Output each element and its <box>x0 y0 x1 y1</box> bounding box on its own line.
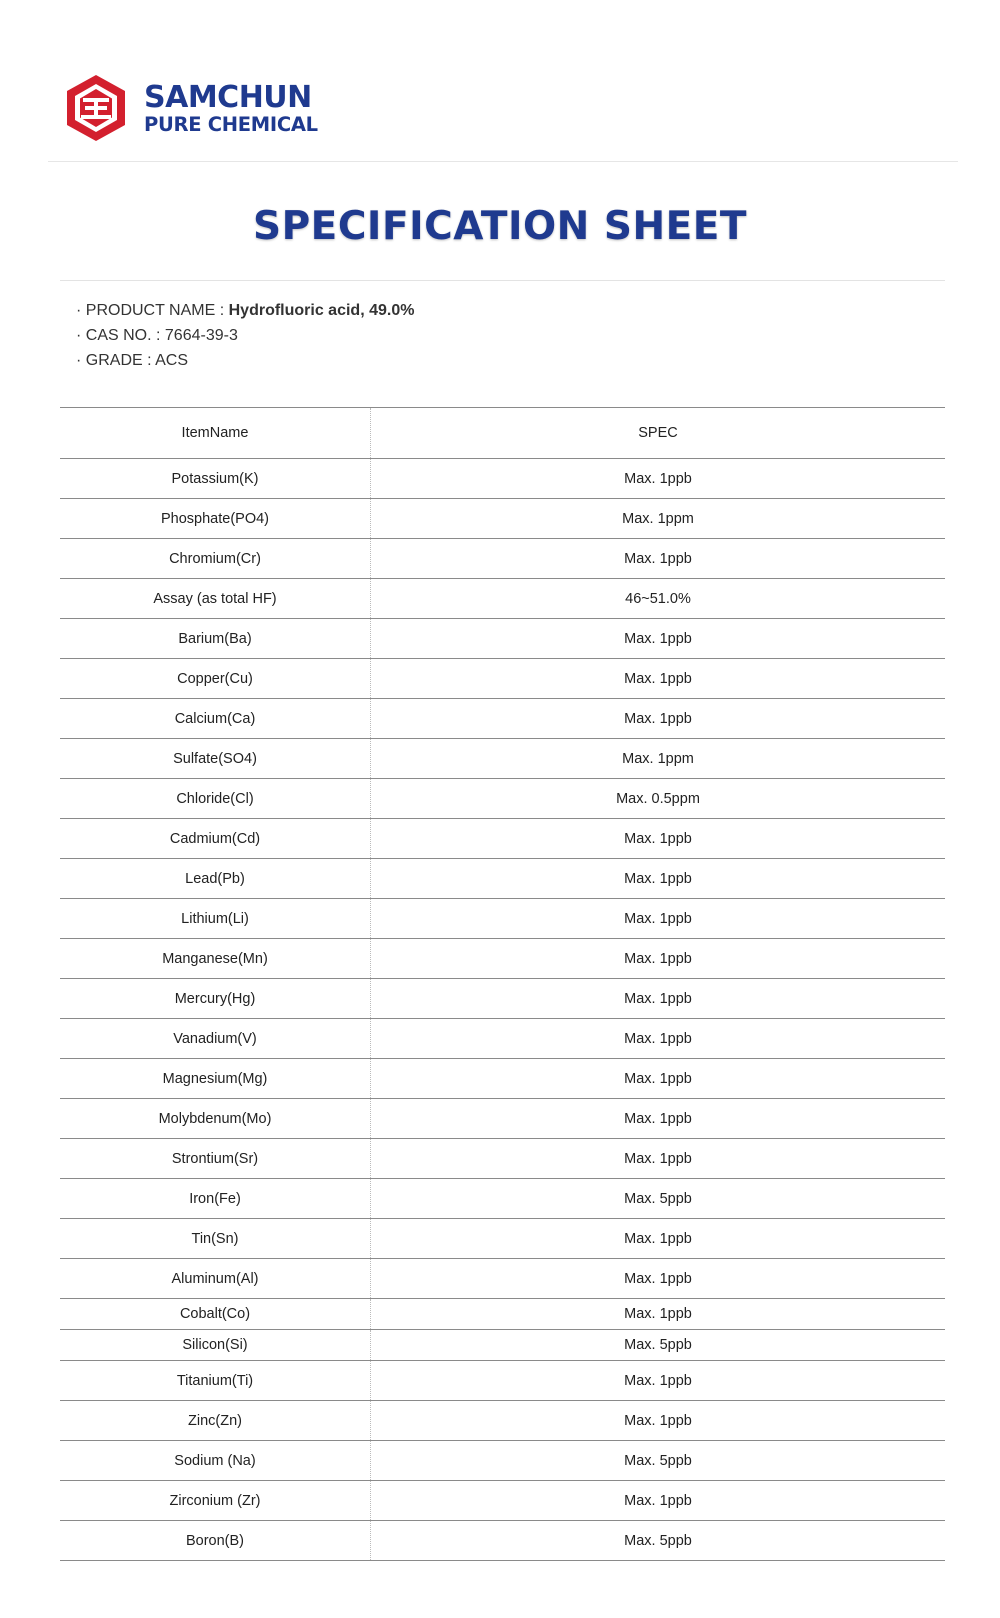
item-name-cell: Assay (as total HF) <box>60 579 371 619</box>
spec-cell: Max. 1ppb <box>371 539 946 579</box>
table-row <box>60 699 945 739</box>
spec-table-body <box>60 459 945 1561</box>
spec-cell: Max. 1ppb <box>371 1401 946 1441</box>
item-name-cell: Vanadium(V) <box>60 1019 371 1059</box>
item-name-cell: Boron(B) <box>60 1521 371 1561</box>
item-name-cell: Phosphate(PO4) <box>60 499 371 539</box>
brand-name: SAMCHUN <box>144 80 312 115</box>
spec-cell: Max. 5ppb <box>371 1330 946 1361</box>
table-row <box>60 779 945 819</box>
item-name-cell: Cobalt(Co) <box>60 1299 371 1330</box>
table-row <box>60 499 945 539</box>
table-row <box>60 619 945 659</box>
column-header-spec: SPEC <box>371 408 946 459</box>
item-name-cell: Iron(Fe) <box>60 1179 371 1219</box>
table-row <box>60 1441 945 1481</box>
product-info <box>76 298 414 373</box>
spec-cell: Max. 1ppm <box>371 739 946 779</box>
item-name-cell: Zinc(Zn) <box>60 1401 371 1441</box>
item-name-cell: Sulfate(SO4) <box>60 739 371 779</box>
item-name-cell: Aluminum(Al) <box>60 1259 371 1299</box>
spec-cell: Max. 1ppb <box>371 1099 946 1139</box>
spec-cell: Max. 5ppb <box>371 1521 946 1561</box>
spec-cell: Max. 5ppb <box>371 1179 946 1219</box>
item-name-cell: Lithium(Li) <box>60 899 371 939</box>
spec-cell: Max. 1ppb <box>371 1299 946 1330</box>
item-name-cell: Tin(Sn) <box>60 1219 371 1259</box>
samchun-logo-icon <box>64 73 128 143</box>
spec-cell: Max. 5ppb <box>371 1441 946 1481</box>
spec-cell: Max. 1ppb <box>371 699 946 739</box>
item-name-cell: Calcium(Ca) <box>60 699 371 739</box>
table-row <box>60 1219 945 1259</box>
table-row <box>60 899 945 939</box>
item-name-cell: Titanium(Ti) <box>60 1361 371 1401</box>
table-row <box>60 579 945 619</box>
table-row <box>60 739 945 779</box>
spec-cell: Max. 1ppm <box>371 499 946 539</box>
spec-cell: Max. 1ppb <box>371 859 946 899</box>
page-title: SPECIFICATION SHEET <box>253 204 747 249</box>
item-name-cell: Copper(Cu) <box>60 659 371 699</box>
table-header-row <box>60 408 945 459</box>
spec-table <box>60 407 945 1561</box>
brand-subtitle: PURE CHEMICAL <box>144 113 318 136</box>
spec-cell: Max. 1ppb <box>371 1019 946 1059</box>
grade-value: ACS <box>155 352 189 369</box>
item-name-cell: Potassium(K) <box>60 459 371 499</box>
item-name-cell: Magnesium(Mg) <box>60 1059 371 1099</box>
grade-label: · GRADE : <box>76 352 156 369</box>
grade-row <box>76 348 414 373</box>
table-row <box>60 939 945 979</box>
spec-cell: Max. 1ppb <box>371 899 946 939</box>
table-row <box>60 1401 945 1441</box>
product-name-label: · PRODUCT NAME : <box>76 302 229 319</box>
spec-cell: Max. 1ppb <box>371 459 946 499</box>
item-name-cell: Strontium(Sr) <box>60 1139 371 1179</box>
table-row <box>60 1139 945 1179</box>
table-row <box>60 1361 945 1401</box>
product-name-value: Hydrofluoric acid, 49.0% <box>228 302 415 319</box>
table-row <box>60 1521 945 1561</box>
header <box>48 0 958 162</box>
item-name-cell: Barium(Ba) <box>60 619 371 659</box>
spec-cell: Max. 1ppb <box>371 1361 946 1401</box>
item-name-cell: Chromium(Cr) <box>60 539 371 579</box>
table-row <box>60 659 945 699</box>
spec-cell: Max. 1ppb <box>371 1139 946 1179</box>
table-row <box>60 1299 945 1330</box>
table-row <box>60 1099 945 1139</box>
item-name-cell: Molybdenum(Mo) <box>60 1099 371 1139</box>
title-divider <box>60 280 945 281</box>
brand-wordmark <box>144 82 318 136</box>
table-row <box>60 1259 945 1299</box>
table-row <box>60 1481 945 1521</box>
item-name-cell: Manganese(Mn) <box>60 939 371 979</box>
spec-cell: Max. 1ppb <box>371 979 946 1019</box>
item-name-cell: Sodium (Na) <box>60 1441 371 1481</box>
spec-cell: Max. 1ppb <box>371 1259 946 1299</box>
item-name-cell: Cadmium(Cd) <box>60 819 371 859</box>
table-row <box>60 819 945 859</box>
spec-cell: Max. 1ppb <box>371 1219 946 1259</box>
spec-cell: Max. 1ppb <box>371 1481 946 1521</box>
spec-cell: Max. 1ppb <box>371 659 946 699</box>
item-name-cell: Zirconium (Zr) <box>60 1481 371 1521</box>
item-name-cell: Lead(Pb) <box>60 859 371 899</box>
cas-row <box>76 323 414 348</box>
table-row <box>60 539 945 579</box>
item-name-cell: Chloride(Cl) <box>60 779 371 819</box>
spec-cell: Max. 1ppb <box>371 819 946 859</box>
spec-cell: 46~51.0% <box>371 579 946 619</box>
item-name-cell: Mercury(Hg) <box>60 979 371 1019</box>
table-row <box>60 1019 945 1059</box>
spec-cell: Max. 1ppb <box>371 619 946 659</box>
table-row <box>60 979 945 1019</box>
table-row <box>60 859 945 899</box>
table-row <box>60 1179 945 1219</box>
cas-label: · CAS NO. : <box>76 327 165 344</box>
spec-cell: Max. 1ppb <box>371 939 946 979</box>
spec-cell: Max. 0.5ppm <box>371 779 946 819</box>
cas-value: 7664-39-3 <box>164 327 238 344</box>
item-name-cell: Silicon(Si) <box>60 1330 371 1361</box>
table-row <box>60 459 945 499</box>
product-name-row <box>76 298 414 323</box>
spec-cell: Max. 1ppb <box>371 1059 946 1099</box>
table-row <box>60 1059 945 1099</box>
table-row <box>60 1330 945 1361</box>
column-header-item-name: ItemName <box>60 408 371 459</box>
